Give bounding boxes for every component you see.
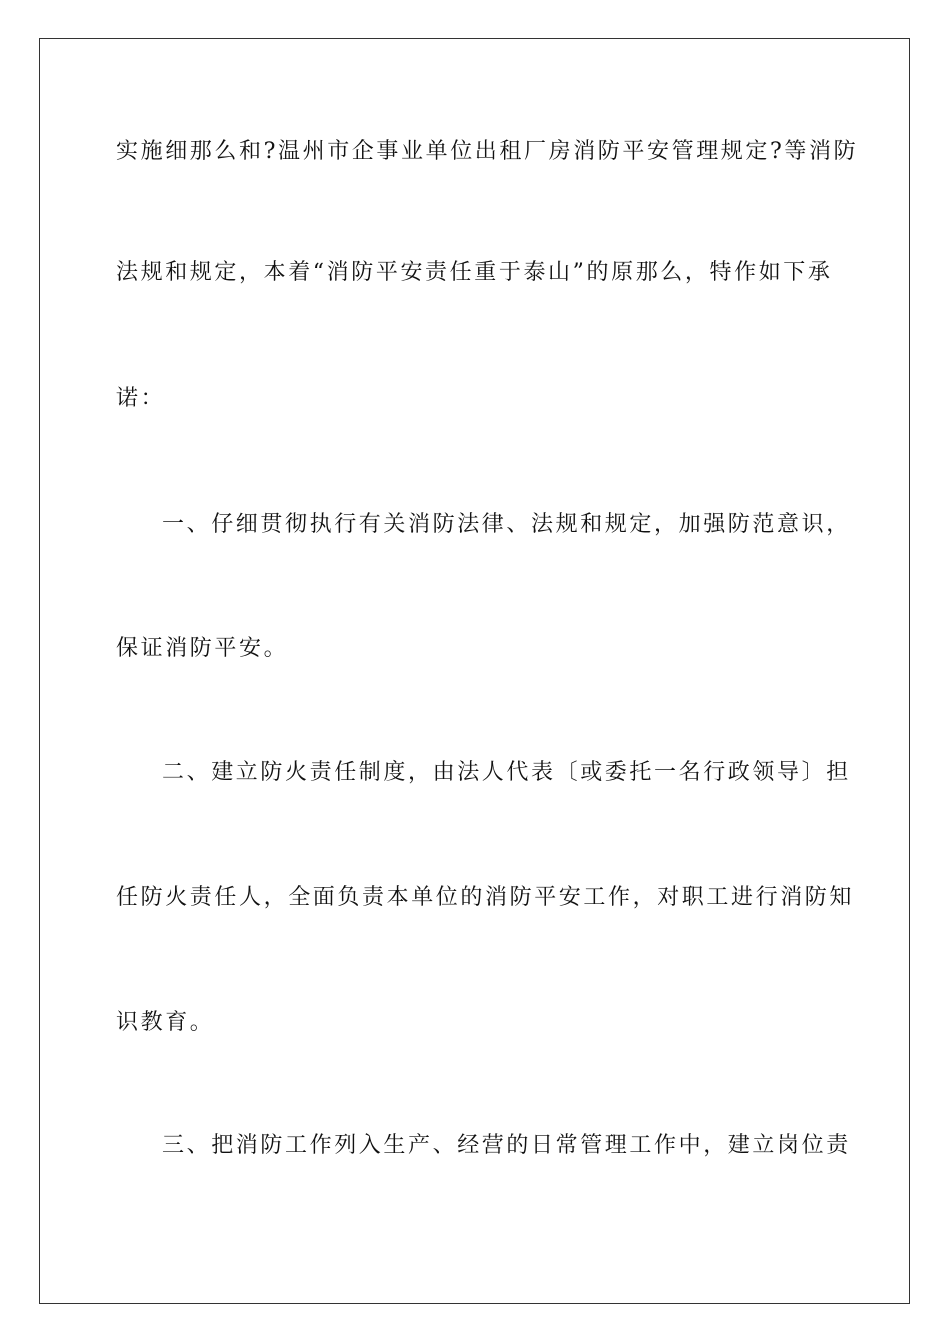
paragraph-line: 保证消防平安。 <box>116 636 289 661</box>
clause-2-line: 二、建立防火责任制度，由法人代表〔或委托一名行政领导〕担 <box>162 760 851 785</box>
paragraph-line: 识教育。 <box>116 1010 215 1035</box>
paragraph-line: 法规和规定，本着“消防平安责任重于泰山”的原那么，特作如下承 <box>116 260 833 285</box>
clause-1-line: 一、仔细贯彻执行有关消防法律、法规和规定，加强防范意识， <box>162 512 851 537</box>
page-border <box>39 38 910 1304</box>
paragraph-line: 实施细那么和?温州市企事业单位出租厂房消防平安管理规定?等消防 <box>116 139 859 164</box>
clause-3-line: 三、把消防工作列入生产、经营的日常管理工作中，建立岗位责 <box>162 1133 851 1158</box>
paragraph-line: 任防火责任人，全面负责本单位的消防平安工作，对职工进行消防知 <box>116 885 855 910</box>
paragraph-line: 诺： <box>116 386 166 411</box>
